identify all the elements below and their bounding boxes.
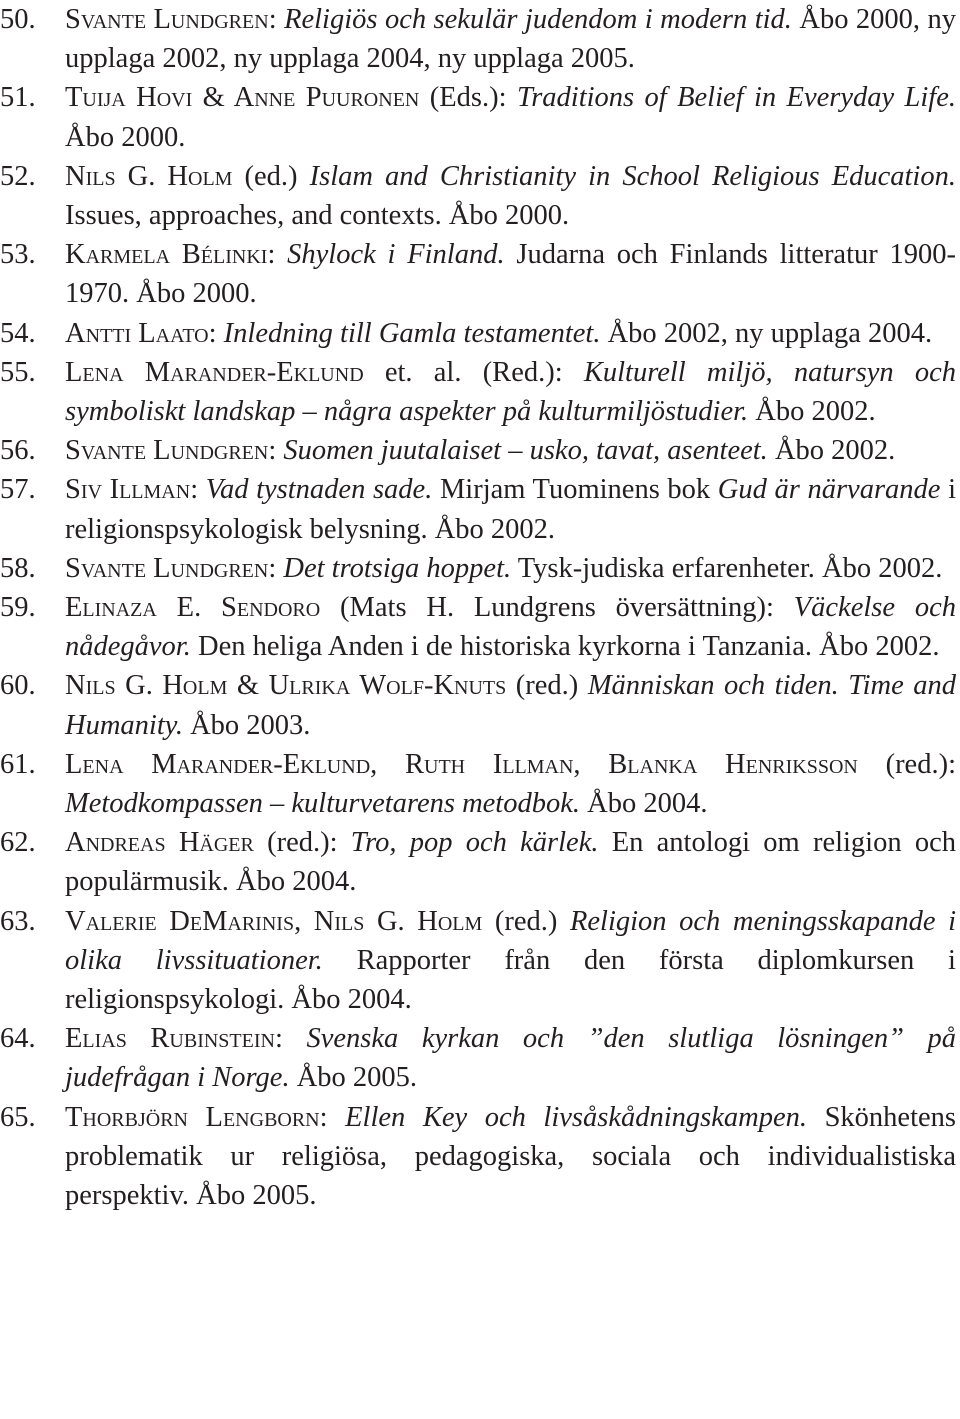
entry-detail: (Eds.):	[419, 82, 517, 114]
entry-author: Andreas Häger	[65, 827, 254, 859]
entry-detail: Åbo 2005.	[289, 1062, 418, 1094]
entry-number: 50.	[0, 4, 36, 35]
list-item	[0, 823, 960, 901]
entry-detail: :	[274, 1023, 307, 1055]
entry-title: Metodkompassen – kulturvetarens metodbok.	[65, 788, 580, 820]
entry-detail: (red.):	[253, 827, 351, 859]
entry-title: Gud är närvarande	[717, 474, 941, 506]
entry-title: Inledning till Gamla testamentet.	[223, 317, 601, 349]
entry-detail: Åbo 2003.	[182, 709, 311, 741]
entry-detail: (red.)	[506, 670, 588, 702]
entry-detail: Mirjam Tuominens bok	[432, 474, 718, 506]
entry-number: 54.	[0, 317, 36, 349]
entry-detail: (Mats H. Lundgrens översättning):	[320, 592, 794, 624]
entry-detail: Åbo 2002, ny upplaga 2004.	[600, 317, 933, 349]
entry-detail: Åbo 2000.	[65, 121, 186, 153]
entry-number: 52.	[0, 160, 36, 192]
entry-detail: (red.)	[482, 905, 570, 937]
entry-text	[65, 474, 956, 544]
entry-text	[65, 435, 895, 466]
list-item	[0, 235, 960, 313]
entry-author: Thorbjörn Lengborn	[65, 1101, 320, 1133]
entry-text	[65, 318, 932, 349]
entry-detail: :	[268, 552, 284, 584]
list-item	[0, 1098, 960, 1216]
entry-author: Elinaza E. Sendoro	[65, 592, 321, 624]
list-item	[0, 157, 960, 235]
list-item	[0, 314, 960, 353]
entry-number: 65.	[0, 1101, 36, 1133]
entry-title: Väckelse och nådegåvor.	[65, 592, 956, 663]
entry-author: Svante Lundgren	[65, 4, 269, 35]
entry-text	[65, 4, 956, 74]
entry-number: 63.	[0, 905, 36, 937]
list-item	[0, 0, 960, 78]
entry-text	[65, 592, 956, 662]
entry-title: Shylock i Finland.	[287, 239, 505, 271]
entry-author: Antti Laato	[65, 317, 209, 349]
entry-text	[65, 1023, 956, 1093]
list-item	[0, 588, 960, 666]
entry-detail: (ed.)	[232, 160, 310, 192]
entry-title: Religion och meningsskapande i olika livssituationer.	[65, 905, 956, 976]
list-item	[0, 78, 960, 156]
entry-number: 53.	[0, 239, 36, 271]
entry-number: 51.	[0, 82, 36, 114]
entry-number: 64.	[0, 1023, 36, 1055]
entry-text	[65, 906, 956, 1015]
entry-text	[65, 82, 956, 152]
entry-number: 56.	[0, 435, 36, 467]
entry-text	[65, 239, 956, 309]
entry-number: 58.	[0, 552, 36, 584]
entry-text	[65, 670, 956, 740]
list-item	[0, 666, 960, 744]
entry-detail: Åbo 2002.	[767, 435, 896, 467]
entry-detail: Judarna och Finlands litteratur 1900-1970. Åbo 2000.	[65, 239, 957, 310]
entry-author: Karmela Bélinki	[65, 239, 268, 271]
entry-text	[65, 1102, 956, 1211]
entry-author: Nils G. Holm & Ulrika Wolf-Knuts	[65, 670, 507, 702]
entry-text	[65, 553, 942, 584]
list-item	[0, 353, 960, 431]
entry-number: 55.	[0, 356, 36, 388]
entry-title: Kulturell miljö, natursyn och symboliskt landskap – några aspekter på kulturmiljöstudier.	[65, 356, 956, 428]
entry-detail: Åbo 2004.	[580, 788, 708, 820]
entry-author: Svante Lundgren	[65, 435, 269, 467]
list-item	[0, 431, 960, 470]
entry-title: Suomen juutalaiset – usko, tavat, asenteet.	[283, 435, 768, 467]
entry-number: 57.	[0, 474, 36, 506]
entry-detail: i religionspsykologisk belysning. Åbo 2002.	[65, 474, 956, 545]
entry-number: 59.	[0, 592, 36, 624]
entry-title: Vad tystnaden sade.	[205, 474, 433, 506]
entry-author: Siv Illman	[65, 474, 191, 506]
entry-detail: (red.):	[857, 748, 956, 780]
entry-number: 61.	[0, 748, 36, 780]
entry-detail: En antologi om religion och populärmusik. Åbo 2004.	[65, 827, 956, 898]
entry-detail: :	[267, 239, 288, 271]
list-item	[0, 902, 960, 1020]
entry-detail: et. al. (Red.):	[363, 356, 584, 388]
entry-title: Religiös och sekulär judendom i modern tid.	[284, 4, 792, 35]
entry-author: Nils G. Holm	[65, 160, 233, 192]
entry-number: 60.	[0, 670, 36, 702]
entry-title: Islam and Christianity in School Religious Education.	[309, 160, 956, 192]
entry-detail: :	[190, 474, 206, 506]
entry-detail: Issues, approaches, and contexts. Åbo 2000.	[65, 200, 570, 232]
entry-detail: Tysk-judiska erfarenheter. Åbo 2002.	[511, 552, 943, 584]
entry-title: Ellen Key och livsåskådningskampen.	[345, 1101, 808, 1133]
entry-detail: Rapporter från den första diplomkursen i religionspsykologi. Åbo 2004.	[65, 944, 956, 1016]
entry-author: Tuija Hovi & Anne Puuronen	[65, 82, 420, 114]
entry-text	[65, 749, 956, 819]
entry-number: 62.	[0, 827, 36, 859]
entry-title: Människan och tiden. Time and Humanity.	[65, 670, 956, 741]
entry-detail: :	[268, 4, 285, 35]
entry-detail: :	[319, 1101, 346, 1133]
entry-author: Lena Marander-Eklund	[65, 356, 364, 388]
list-item	[0, 1019, 960, 1097]
entry-text	[65, 827, 956, 897]
list-item	[0, 549, 960, 588]
entry-detail: Den heliga Anden i de historiska kyrkorna i Tanzania. Åbo 2002.	[190, 631, 940, 663]
entry-title: Svenska kyrkan och ”den slutliga lösningen” på judefrågan i Norge.	[65, 1023, 957, 1094]
entry-detail: Skönhetens problematik ur religiösa, pedagogiska, sociala och individualistiska perspektiv. Åbo 2005.	[65, 1101, 956, 1212]
entry-detail: :	[268, 435, 284, 467]
list-item	[0, 745, 960, 823]
entry-title: Det trotsiga hoppet.	[283, 552, 512, 584]
entry-text	[65, 357, 956, 427]
entry-author: Elias Rubinstein	[65, 1023, 275, 1055]
entry-detail: Åbo 2002.	[748, 396, 876, 428]
list-item	[0, 470, 960, 548]
entry-title: Traditions of Belief in Everyday Life.	[516, 82, 956, 114]
entry-author: Lena Marander-Eklund, Ruth Illman, Blanka Henriksson	[65, 748, 858, 780]
entry-author: Svante Lundgren	[65, 552, 269, 584]
entry-text	[65, 161, 956, 231]
entry-detail: Åbo 2000, ny upplaga 2002, ny upplaga 2004, ny upplaga 2005.	[65, 4, 956, 75]
entry-author: Valerie DeMarinis, Nils G. Holm	[65, 905, 483, 937]
entry-title: Tro, pop och kärlek.	[350, 827, 599, 859]
entry-detail: :	[208, 317, 224, 349]
